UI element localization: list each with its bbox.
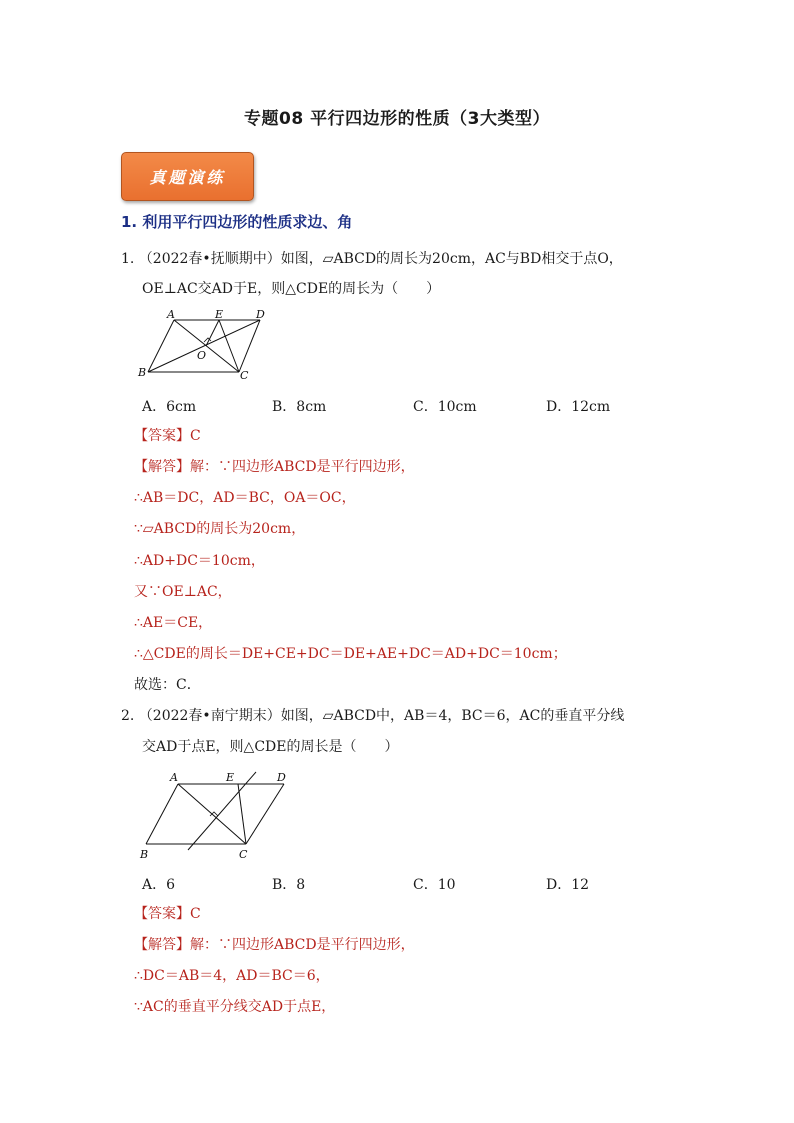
q1-stem-line-1: 1. （2022春•抚顺期中）如图，▱ABCD的周长为20cm，AC与BD相交于点O， (121, 251, 623, 267)
q1-option-b: B．8cm (272, 399, 327, 415)
q2-label-b: B (140, 848, 149, 861)
q1-label-a: A (167, 308, 175, 321)
q1-option-a: A．6cm (142, 399, 197, 415)
q1-option-d: D．12cm (546, 399, 611, 415)
q1-label-d: D (256, 308, 265, 321)
q1-label-o: O (197, 349, 207, 362)
q1-label-e: E (215, 308, 224, 321)
q2-stem-line-1: 2. （2022春•南宁期末）如图，▱ABCD中，AB＝4，BC＝6，AC的垂直平分线 (121, 708, 625, 724)
q2-solution-line: ∴DC＝AB＝4，AD＝BC＝6， (134, 968, 330, 984)
q1-solution-line: ∴AE＝CE， (134, 615, 213, 631)
q1-solution-line: 又∵OE⊥AC， (134, 584, 232, 600)
q2-option-d: D．12 (546, 877, 590, 893)
q1-stem-line-2: OE⊥AC交AD于E，则△CDE的周长为（ ） (142, 281, 441, 297)
q2-answer: 【答案】C (134, 906, 201, 922)
q1-solution-line: ∵▱ABCD的周长为20cm， (134, 521, 306, 537)
q1-solution-line: ∴AD+DC＝10cm， (134, 553, 265, 569)
banner-label: 真题演练 (149, 168, 226, 187)
q1-label-c: C (240, 369, 249, 382)
q1-solution-line: ∴AB＝DC，AD＝BC，OA＝OC， (134, 490, 356, 506)
section-heading: 1. 利用平行四边形的性质求边、角 (121, 213, 353, 231)
q1-solution-line: 故选：C． (134, 677, 201, 693)
q2-label-e: E (226, 771, 235, 784)
q2-option-a: A．6 (142, 877, 176, 893)
q2-solution-line: ∵AC的垂直平分线交AD于点E， (134, 999, 336, 1015)
q2-option-b: B．8 (272, 877, 306, 893)
q1-answer: 【答案】C (134, 428, 201, 444)
q2-label-a: A (170, 771, 178, 784)
q1-solution-line: 【解答】解：∵四边形ABCD是平行四边形， (134, 459, 415, 475)
q1-label-b: B (138, 366, 147, 379)
page-title: 专题08 平行四边形的性质（3大类型） (244, 109, 550, 129)
q2-stem-line-2: 交AD于点E，则△CDE的周长是（ ） (142, 739, 399, 755)
q2-label-d: D (277, 771, 286, 784)
q1-option-c: C．10cm (413, 399, 477, 415)
q2-label-c: C (239, 848, 248, 861)
q2-option-c: C．10 (413, 877, 456, 893)
q2-figure (134, 764, 304, 864)
section-banner (121, 152, 254, 201)
q1-figure (134, 306, 284, 386)
q1-solution-line: ∴△CDE的周长＝DE+CE+DC＝DE+AE+DC＝AD+DC＝10cm； (134, 646, 567, 662)
q2-solution-line: 【解答】解：∵四边形ABCD是平行四边形， (134, 937, 415, 953)
